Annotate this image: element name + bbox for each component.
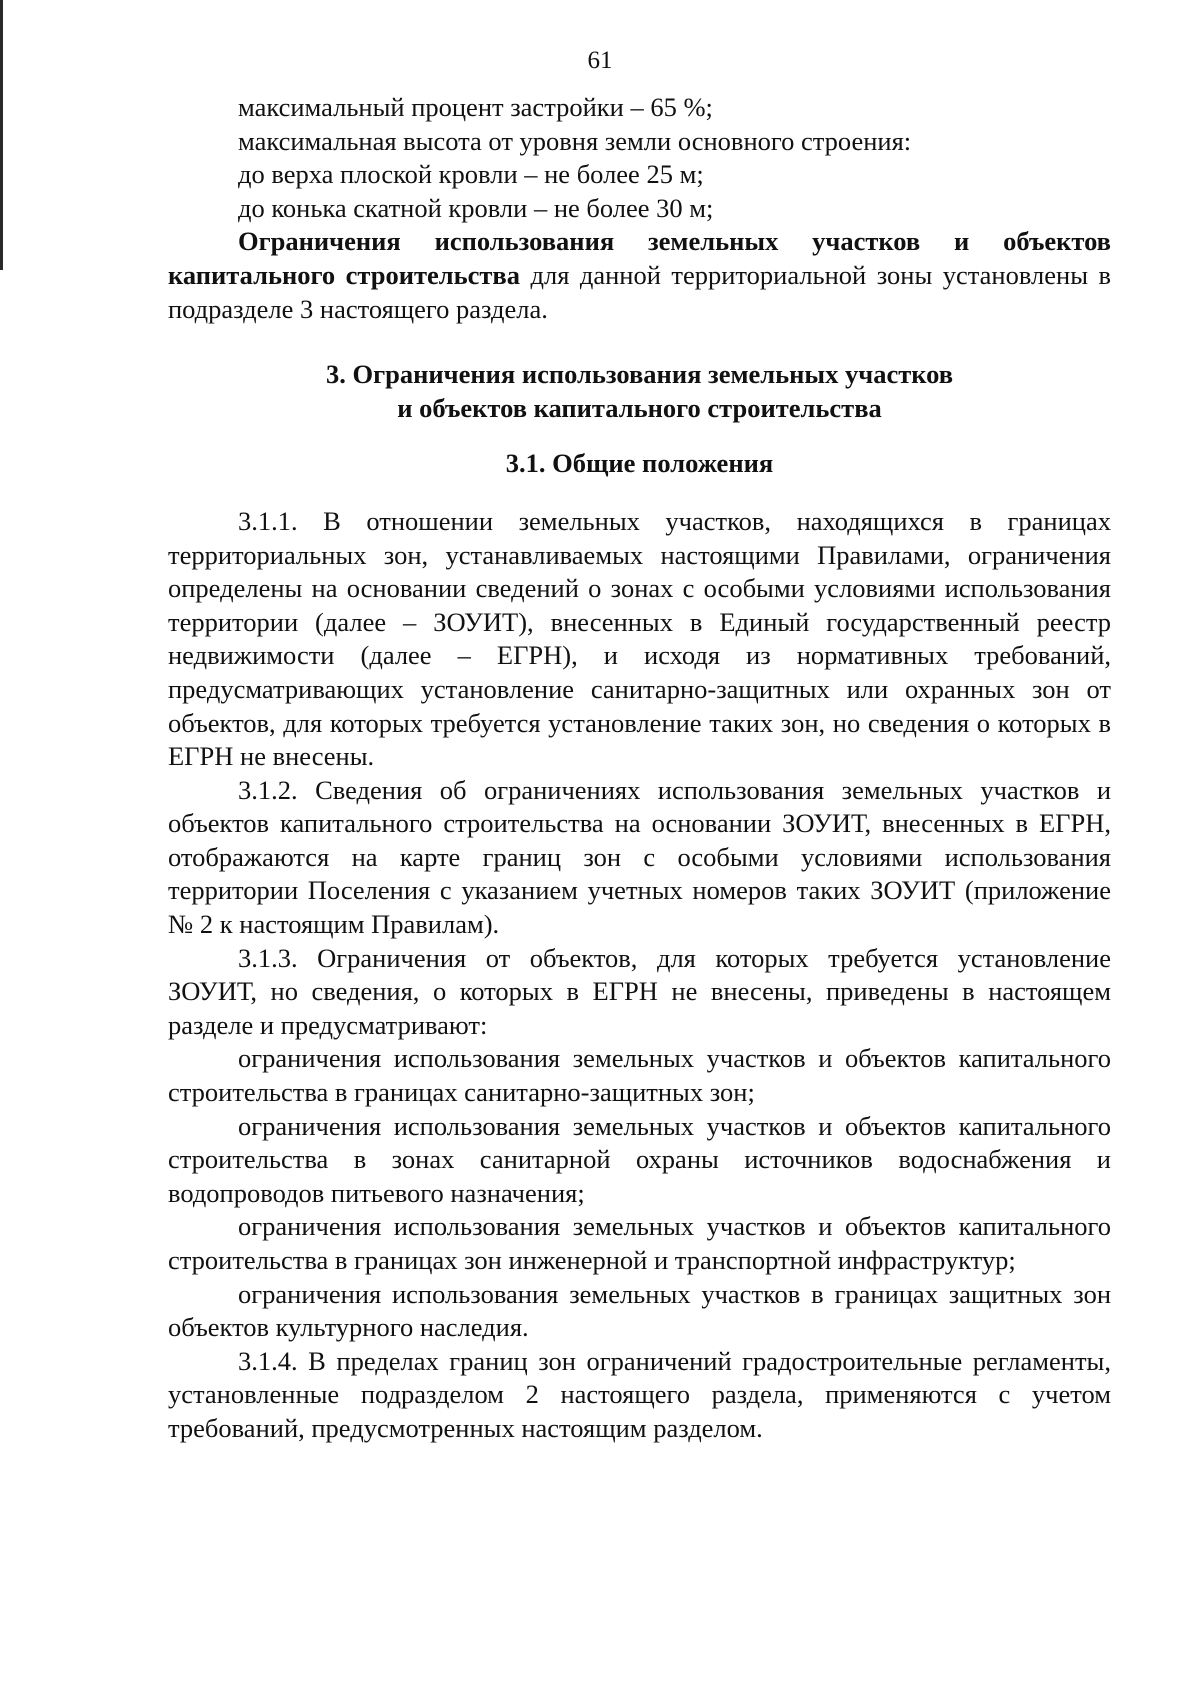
text-line-flat-roof: до верха плоской кровли – не более 25 м; (238, 159, 704, 190)
section-heading (168, 358, 1111, 425)
restrictions-note-bold: Ограничения использования земельных участков и объектов капитального строительства (168, 226, 1111, 290)
text-line-build-percent: максимальный процент застройки – 65 %; (238, 92, 713, 122)
section-heading-line1: 3. Ограничения использования земельных участков (325, 359, 954, 390)
list-item-sanitary-zones: ограничения использования земельных участков и объектов капитального строительства в границах санитарно-защитных зон; (168, 1043, 1111, 1108)
list-item-cultural-heritage: ограничения использования земельных участков в границах защитных зон объектов культурного наследия. (168, 1278, 1111, 1343)
text-line-max-height: максимальная высота от уровня земли основного строения: (238, 125, 912, 156)
scan-edge-mark (0, 0, 3, 270)
section-heading-line2: и объектов капитального строительства (397, 392, 882, 423)
list-item-water-protection: ограничения использования земельных участков и объектов капитального строительства в зонах санитарной охраны источников водоснабжения и водопроводов питьевого назначения; (168, 1110, 1111, 1208)
paragraph-3-1-1: 3.1.1. В отношении земельных участков, находящихся в границах территориальных зон, устанавливаемых настоящими Правилами, ограничения определены на основании сведений о зонах с особыми условиями использования территории (далее – ЗОУИТ), внесенных в Единый государственный реестр недвижимости (далее – ЕГРН), и исходя из нормативных требований, предусматривающих установление санитарно-защитных или охранных зон от объектов, для которых требуется установление таких зон, но сведения о которых в ЕГРН не внесены. (168, 505, 1111, 772)
paragraph-3-1-4: 3.1.4. В пределах границ зон ограничений градостроительные регламенты, установленные подразделом 2 настоящего раздела, применяются с учетом требований, предусмотренных настоящим разделом. (168, 1345, 1111, 1443)
document-body (168, 91, 1111, 1446)
subsection-heading: 3.1. Общие положения (505, 448, 774, 479)
text-line-pitched-roof: до конька скатной кровли – не более 30 м; (238, 192, 714, 223)
paragraph-3-1-2: 3.1.2. Сведения об ограничениях использования земельных участков и объектов капитального строительства на основании ЗОУИТ, внесенных в ЕГРН, отображаются на карте границ зон с особыми условиями использования территории Поселения с указанием учетных номеров таких ЗОУИТ (приложение № 2 к настоящим Правилам). (168, 774, 1111, 940)
restrictions-note (168, 225, 1111, 326)
page-number: 61 (587, 47, 613, 74)
list-item-infrastructure: ограничения использования земельных участков и объектов капитального строительства в границах зон инженерной и транспортной инфраструктур; (168, 1211, 1111, 1275)
paragraph-3-1-3: 3.1.3. Ограничения от объектов, для которых требуется установление ЗОУИТ, но сведения, о которых в ЕГРН не внесены, приведены в настоящем разделе и предусматривают: (168, 942, 1111, 1040)
restrictions-note-rest: для данной территориальной зоны установлены в подразделе 3 настоящего раздела. (168, 259, 1111, 324)
